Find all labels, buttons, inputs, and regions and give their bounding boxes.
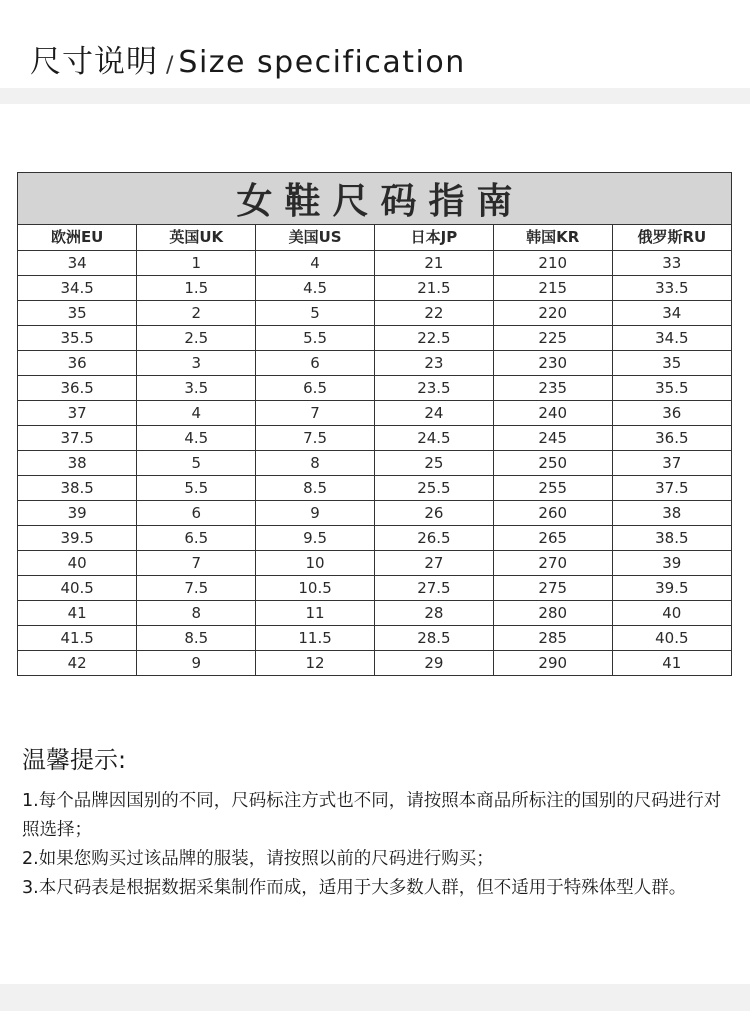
table-cell: 6 [137,500,256,525]
table-cell: 6.5 [137,525,256,550]
tip-item: 1.每个品牌因国别的不同，尺码标注方式也不同，请按照本商品所标注的国别的尺码进行对照选择； [22,791,722,840]
table-cell: 275 [493,575,612,600]
table-cell: 235 [493,375,612,400]
table-cell: 245 [493,425,612,450]
table-cell: 26.5 [374,525,493,550]
size-table [18,225,731,675]
table-cell: 24 [374,400,493,425]
table-cell: 21 [374,250,493,275]
page-title [30,40,466,88]
table-cell: 4 [137,400,256,425]
table-cell: 5.5 [256,325,375,350]
table-row [18,450,731,475]
table-cell: 39 [18,500,137,525]
table-cell: 37 [612,450,731,475]
size-chart [17,172,732,676]
table-cell: 41.5 [18,625,137,650]
table-cell: 10.5 [256,575,375,600]
table-row [18,600,731,625]
tip-item: 2.如果您购买过该品牌的服装，请按照以前的尺码进行购买； [22,849,494,869]
table-cell: 250 [493,450,612,475]
table-cell: 34 [612,300,731,325]
table-cell: 290 [493,650,612,675]
table-cell: 1 [137,250,256,275]
table-cell: 210 [493,250,612,275]
table-cell: 35.5 [612,375,731,400]
table-cell: 24.5 [374,425,493,450]
table-row [18,425,731,450]
column-header: 日本JP [374,225,493,250]
table-cell: 26 [374,500,493,525]
table-row [18,275,731,300]
table-cell: 23 [374,350,493,375]
table-cell: 25.5 [374,475,493,500]
table-cell: 1.5 [137,275,256,300]
table-cell: 39.5 [612,575,731,600]
table-cell: 230 [493,350,612,375]
table-cell: 39.5 [18,525,137,550]
table-row [18,575,731,600]
table-cell: 240 [493,400,612,425]
table-cell: 34.5 [18,275,137,300]
table-cell: 5 [137,450,256,475]
table-cell: 36.5 [612,425,731,450]
table-row [18,400,731,425]
table-cell: 27.5 [374,575,493,600]
table-cell: 6 [256,350,375,375]
table-cell: 36 [612,400,731,425]
column-header: 韩国KR [493,225,612,250]
table-cell: 225 [493,325,612,350]
title-separator: / [166,53,175,78]
column-header: 欧洲EU [18,225,137,250]
table-cell: 37.5 [18,425,137,450]
table-cell: 35 [18,300,137,325]
table-cell: 39 [612,550,731,575]
table-cell: 25 [374,450,493,475]
table-cell: 35.5 [18,325,137,350]
table-cell: 33 [612,250,731,275]
table-cell: 285 [493,625,612,650]
table-cell: 33.5 [612,275,731,300]
table-cell: 34.5 [612,325,731,350]
table-cell: 10 [256,550,375,575]
table-row [18,375,731,400]
page-title-en: Size specification [178,45,466,80]
table-cell: 7.5 [137,575,256,600]
table-cell: 12 [256,650,375,675]
table-cell: 38.5 [612,525,731,550]
gray-divider-top [0,88,750,104]
table-row [18,325,731,350]
table-cell: 2 [137,300,256,325]
table-cell: 8.5 [137,625,256,650]
gray-divider-bottom [0,984,750,1011]
table-cell: 265 [493,525,612,550]
table-cell: 3 [137,350,256,375]
table-cell: 40.5 [18,575,137,600]
table-cell: 38 [612,500,731,525]
tip-item: 3.本尺码表是根据数据采集制作而成，适用于大多数人群，但不适用于特殊体型人群。 [22,878,687,898]
table-cell: 29 [374,650,493,675]
table-cell: 37.5 [612,475,731,500]
table-cell: 5 [256,300,375,325]
table-cell: 37 [18,400,137,425]
table-row [18,475,731,500]
column-header: 俄罗斯RU [612,225,731,250]
table-cell: 40 [18,550,137,575]
table-cell: 6.5 [256,375,375,400]
tips-list [22,787,738,903]
table-cell: 7 [256,400,375,425]
table-cell: 9.5 [256,525,375,550]
table-cell: 8.5 [256,475,375,500]
table-cell: 255 [493,475,612,500]
table-row [18,300,731,325]
table-cell: 4.5 [256,275,375,300]
table-cell: 21.5 [374,275,493,300]
table-cell: 27 [374,550,493,575]
table-cell: 280 [493,600,612,625]
table-cell: 7 [137,550,256,575]
table-cell: 11 [256,600,375,625]
table-cell: 36 [18,350,137,375]
table-cell: 22.5 [374,325,493,350]
table-cell: 2.5 [137,325,256,350]
table-row [18,650,731,675]
table-cell: 40.5 [612,625,731,650]
table-cell: 28.5 [374,625,493,650]
table-cell: 8 [137,600,256,625]
table-row [18,250,731,275]
table-row [18,550,731,575]
table-cell: 34 [18,250,137,275]
table-body [18,250,731,675]
table-cell: 42 [18,650,137,675]
tips-title: 温馨提示: [22,746,127,774]
header [0,0,750,88]
table-cell: 9 [256,500,375,525]
table-row [18,350,731,375]
table-cell: 4 [256,250,375,275]
table-cell: 35 [612,350,731,375]
table-row [18,625,731,650]
table-cell: 23.5 [374,375,493,400]
table-cell: 9 [137,650,256,675]
table-cell: 220 [493,300,612,325]
table-cell: 260 [493,500,612,525]
page-title-cn: 尺寸说明 [30,44,158,80]
table-row [18,525,731,550]
table-cell: 28 [374,600,493,625]
table-cell: 11.5 [256,625,375,650]
table-cell: 7.5 [256,425,375,450]
column-header: 美国US [256,225,375,250]
table-cell: 215 [493,275,612,300]
table-cell: 4.5 [137,425,256,450]
table-row [18,500,731,525]
table-cell: 38 [18,450,137,475]
table-cell: 41 [612,650,731,675]
table-cell: 22 [374,300,493,325]
column-header: 英国UK [137,225,256,250]
table-cell: 38.5 [18,475,137,500]
table-cell: 8 [256,450,375,475]
table-cell: 41 [18,600,137,625]
size-chart-title: 女鞋尺码指南 [18,173,731,225]
table-header-row [18,225,731,250]
table-cell: 3.5 [137,375,256,400]
table-cell: 40 [612,600,731,625]
table-cell: 36.5 [18,375,137,400]
table-cell: 5.5 [137,475,256,500]
table-cell: 270 [493,550,612,575]
